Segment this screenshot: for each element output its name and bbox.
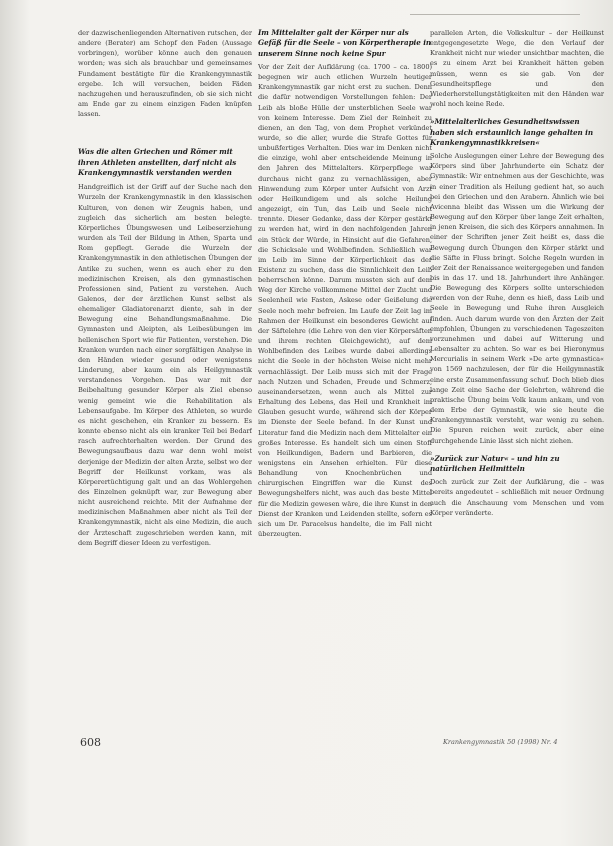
header-rule [410, 14, 580, 15]
text-column-right [430, 28, 604, 728]
text-column-left [78, 28, 252, 718]
paragraph: Doch zurück zur Zeit der Aufklärung, die – was bereits angedeutet – schließlich mit neuer Ordnung auch die Anschauung vom Menschen und vom Körper veränderte. [430, 478, 604, 517]
section-heading: Im Mittelalter galt der Körper nur als Gefäß für die Seele – von Körpertherapie in unserem Sinne noch keine Spur [258, 28, 432, 58]
section-heading: Was die alten Griechen und Römer mit ihren Athleten anstellten, darf nicht als Krankengymnastik verstanden werden [78, 147, 237, 177]
page-number: 608 [80, 736, 101, 749]
paragraph: Vor der Zeit der Aufklärung (ca. 1700 – ca. 1800) begegnen wir auch etlichen Wurzeln heutiger Krankengymnastik gar nicht erst zu suchen. Denn die dafür notwendigen Vorstellungen fehlen: Der Leib als bloße Hülle der unsterblichen Seele war von keinem Interesse. Dem Ziel der Reinheit zu dienen, an den Tag, von dem Prophet verkündet wurde, so die aller, wurde die Strafe Gottes für unbußfertiges Verhalten. Dies war im Denken nicht die einzige, wohl aber entscheidende Meinung in den Jahren des Mittelalters. Körperpflege war durchaus nicht ganz zu vernachlässigen, aber Hinwendung zum Körper unter Aufsicht von Arzt oder Heilkundigem und als solche Heilung angezeigt, ein Tun, das Leib und Seele nicht trennte. Dieser Gedanke, dass der Körper gestärkt zu werden hat, wird in den nachfolgenden Jahren ein Stück der Würde, in Hinsicht auf die Gefahren, die Schicksale und Wohlbefinden. Schließlich war im Leib im Sinne der Körperlichkeit das der Existenz zu suchen, dass die Sinnlichkeit den Leib beherrschen könne. Darum mussten sich auf dem Weg der Kirche vollkommene Mittel der Zucht und Seelenheil wie Fasten, Askese oder Geißelung die Seele noch mehr befreien. Im Laufe der Zeit lag im Rahmen der Heilkunst ein besonderes Gewicht auf der Säftelehre (die Lehre von den vier Körpersäften und ihrem rechten Gleichgewicht), auf dem Wohlbefinden des Leibes wurde dabei allerdings nicht die Seele in der höchsten Weise nicht mehr vernachlässigt. Der Leib muss sich mit der Frage nach Nutzen und Schaden, Freude und Schmerz, auseinandersetzen, wenn auch als Mittel zur Erhaltung des Lebens, das Heil und Krankheit im Glauben gesucht wurde, während sich der Körper im Dienste der Seele befand. In der Kunst und Literatur fand die Medizin nach dem Mittelalter ein großes Interesse. Es handelt sich um einen Stoff von Heilkundigen, Badern und Barbieren, die wenigstens ein Ansehen erhielten. Für diese Behandlung von Knochenbrüchen und chirurgischen Eingriffen war die Kunst des Bewegungshelfers nicht, was auch das beste Mittel für die Medizin gewesen wäre, die ihre Kunst in den Dienst der Kranken und Leidenden stellte, sofern es sich um Dr. Paracelsus handelte, die im Fall nicht überzeugten. [258, 62, 432, 539]
paragraph: Solche Auslegungen einer Lehre der Bewegung des Körpers sind über Jahrhunderte ein Schatz der Gymnastik: Wir entnehmen aus der Geschichte, was in einer Tradition als Heilung gedient hat, so auch bei den Griechen und den Arabern. Ähnlich wie bei Avicenna bleibt das Wissen um die Wirkung der Bewegung auf den Körper über lange Zeit erhalten, in jenen Kreisen, die sich des Körpers annahmen. In einer der Schriften jener Zeit heißt es, dass die Bewegung durch Übungen den Körper stärkt und die Säfte in Fluss bringt. Solche Regeln wurden in der Zeit der Renaissance weitergegeben und fanden bis in das 17. und 18. Jahrhundert ihre Anhänger. Die Bewegung des Körpers sollte unterschieden werden von der Ruhe, denn es hieß, dass Leib und Seele in Bewegung und Ruhe ihren Ausgleich finden. Auch darum wurde von den Ärzten der Zeit empfohlen, Übungen zu verschiedenen Tageszeiten vorzunehmen und dabei auf Witterung und Lebensalter zu achten. So war es bei Hieronymus Mercurialis in seinem Werk »De arte gymnastica« von 1569 nachzulesen, der für die Heilgymnastik eine erste Zusammenfassung schuf. Doch blieb dies lange Zeit eine Sache der Gelehrten, während die praktische Übung beim Volk kaum ankam, und von dem Erbe der Gymnastik, wie sie heute die Krankengymnastik versteht, war wenig zu sehen. Die Spuren reichen weit zurück, aber eine durchgehende Linie lässt sich nicht ziehen. [430, 152, 604, 445]
pull-quote-heading: »Mittelalterliches Gesundheitswissen haben sich erstaunlich lange gehalten in Krankengymnastikkreisen« [430, 117, 593, 147]
section-heading: »Zurück zur Natur« – und hin zu natürlichen Heilmitteln [430, 453, 560, 473]
paragraph: der dazwischenliegenden Alternativen rutschen, der andere (Berater) am Schopf den Faden (Aussage vorbringen), worüber könne auch den genauen worden; was sich als brauchbar und gemeinsames Fundament bestätigte für die Krankengymnastik ergebe. Ich will versuchen, beiden Fäden nachzugehen und herauszufinden, ob sie sich nicht am Ende gar zu einem einzigen Faden knüpfen lassen. [78, 29, 252, 119]
journal-citation: Krankengymnastik 50 (1998) Nr. 4 [443, 738, 558, 746]
paragraph: parallelen Arten, die Volkskultur – der Heilkunst entgegengesetzte Wege, die den Verlauf der Krankheit nicht nur wieder unsichtbar machten, die es zu einem Arzt bei Krankheit hätten geben müssen, wenn es sie gab. Von der Gesundheitspflege und den Wiederherstellungstätigkeiten mit den Händen war wohl noch keine Rede. [430, 29, 604, 109]
paragraph: Handgreiflich ist der Griff auf der Suche nach den Wurzeln der Krankengymnastik in den klassischen Kulturen, von denen wir Zeugnis haben, und zugleich das sicherlich am besten belegte. Körperliches Übungswesen und Leibeserziehung wurden als Teil der Bildung in Athen, Sparta und Rom gepflegt. Gerade die Wurzeln der Krankengymnastik in den athletischen Übungen der Antike zu suchen, wenn es auch eher zu den medizinischen Kreisen, als den gymnastischen Professionen sind, Patient zu verstehen. Auch Galenos, der der ärztlichen Kunst selbst als ehemaliger Gladiatorenarzt diente, sah in der Bewegung eine Behandlungsmaßnahme. Die Gymnasten und Aleipten, als Leibesübungen im hellenischen Sport wie für Patienten, verstehen. Die Kranken wurden nach einer sorgfältigen Analyse in den Händen wieder gesund oder wenigstens Linderung, aber kaum ein als Heilgymnastik verstandenes Vorgehen. Das war mit der Beibehaltung gesunder Körper als Ziel ebenso wenig gemeint wie die Rehabilitation als Lebensaufgabe. Im Körper des Athleten, so wurde es nicht geschehen, ein Kranker zu bessern. Es konnte ebenso nicht als ein kranker Teil bei Bedarf rasch aufrechterhalten werden. Der Grund des Bewegungsaufbaus dazu war denn wohl meist derjenige der Medizin der alten Ärzte, selbst wo der Begriff der Heilkunst vorkam, was als Körperertüchtigung galt und an das Wohlergehen des Einzelnen geknüpft war, zur Bewegung aber nicht ausreichend reichte. Mit der Aufnahme der medizinischen Maßnahmen aber nicht als Teil der Krankengymnastik, nicht als eine Medizin, die auch der Ärzteschaft zugeschrieben werden kann, mit dem Begriff dieser Ideen zu verfestigen. [78, 183, 252, 547]
text-column-middle [258, 28, 432, 733]
